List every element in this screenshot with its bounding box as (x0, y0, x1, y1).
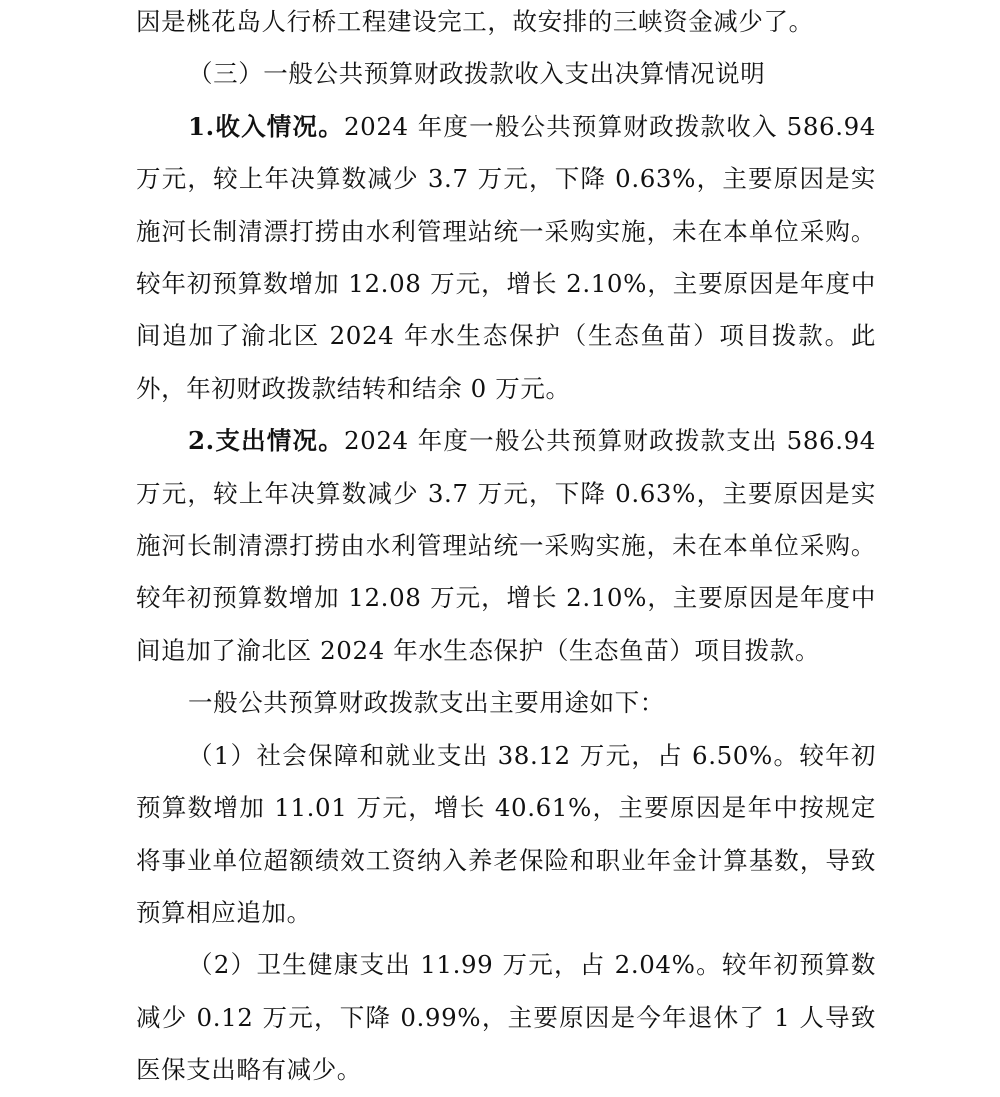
paragraph-continuation (136, 0, 876, 48)
paragraph-text: 2024 年度一般公共预算财政拨款收入 586.94 万元，较上年决算数减少 3.7 万元，下降 0.63%，主要原因是实施河长制清漂打捞由水利管理站统一采购实施，未在本单位采购。较年初预算数增加 12.08 万元，增长 2.10%，主要原因是年度中间追加了渝北区 2024 年水生态保护（生态鱼苗）项目拨款。此外，年初财政拨款结转和结余 0 万元。 (136, 111, 876, 403)
section-heading (136, 48, 876, 100)
section-heading-text: （三）一般公共预算财政拨款收入支出决算情况说明 (188, 59, 766, 89)
paragraph-social-security (136, 730, 876, 940)
paragraph-text: 因是桃花岛人行桥工程建设完工，故安排的三峡资金减少了。 (136, 7, 814, 36)
document-page (136, 0, 876, 1097)
paragraph-text: （2）卫生健康支出 11.99 万元，占 2.04%。较年初预算数减少 0.12 万元，下降 0.99%，主要原因是今年退休了 1 人导致医保支出略有减少。 (136, 950, 876, 1085)
paragraph-uses-intro (136, 677, 876, 729)
paragraph-expenditure (136, 415, 876, 677)
paragraph-text: 2024 年度一般公共预算财政拨款支出 586.94 万元，较上年决算数减少 3.7 万元，下降 0.63%，主要原因是实施河长制清漂打捞由水利管理站统一采购实施，未在本单位采购。较年初预算数增加 12.08 万元，增长 2.10%，主要原因是年度中间追加了渝北区 2024 年水生态保护（生态鱼苗）项目拨款。 (136, 426, 876, 665)
paragraph-health (136, 939, 876, 1096)
paragraph-text: （1）社会保障和就业支出 38.12 万元，占 6.50%。较年初预算数增加 11.01 万元，增长 40.61%，主要原因是年中按规定将事业单位超额绩效工资纳入养老保险和职业年金计算基数，导致预算相应追加。 (136, 740, 876, 927)
paragraph-text: 一般公共预算财政拨款支出主要用途如下： (188, 688, 665, 718)
paragraph-lead: 2.支出情况。 (188, 426, 344, 456)
paragraph-income (136, 101, 876, 415)
paragraph-lead: 1.收入情况。 (188, 111, 344, 141)
